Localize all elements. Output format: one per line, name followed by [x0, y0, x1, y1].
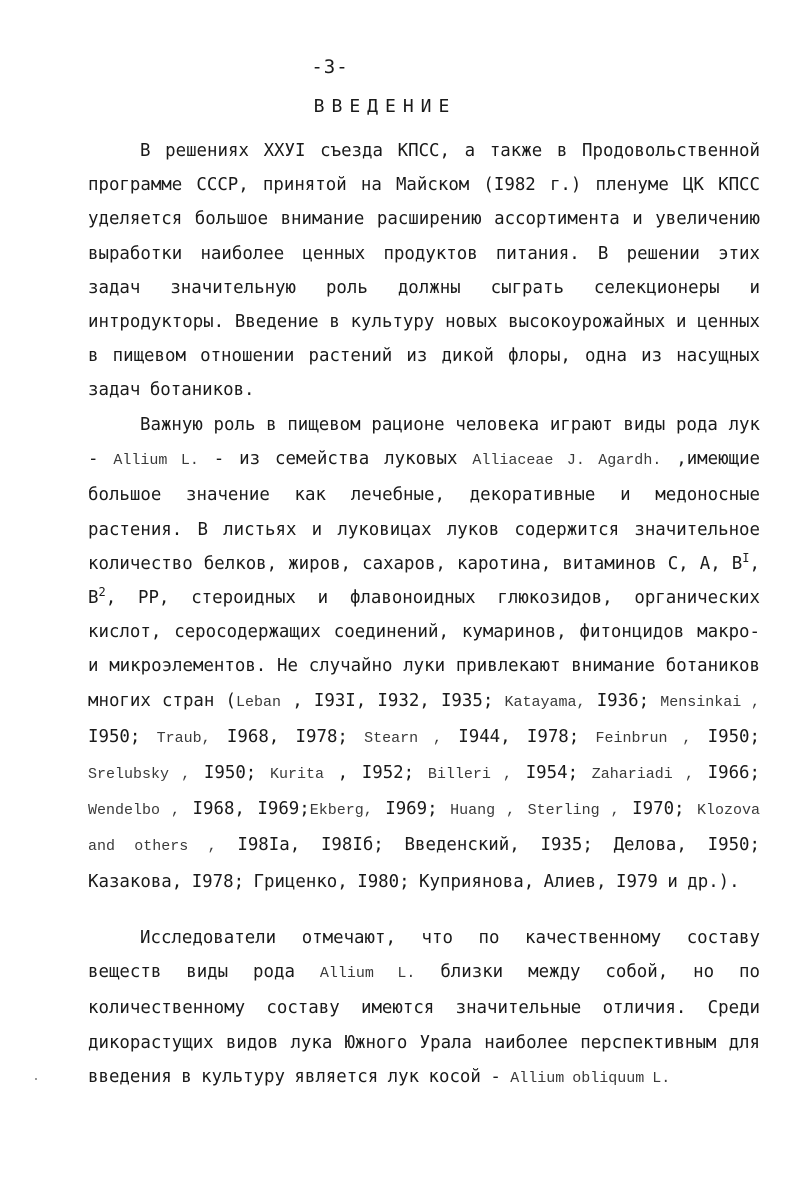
citation-author: Ekberg, — [309, 802, 373, 820]
citation-years: I968, I969; — [180, 799, 310, 820]
latin-term-alliaceae: Alliaceae J. Agardh. — [472, 452, 662, 470]
citation-author: Katayama, — [504, 693, 586, 711]
citation-author: Sterling , — [527, 802, 620, 820]
citation-author: Traub, — [156, 729, 211, 747]
citation-author: Zahariadi , — [591, 766, 694, 784]
citation-author: Kurita — [269, 766, 324, 784]
citation-years: I950; — [691, 726, 760, 747]
citation-years: I966; — [693, 763, 760, 784]
citation-years: I936; — [585, 690, 661, 711]
citation-author: Leban — [236, 693, 282, 711]
latin-term-allium-obliquum: Allium obliquum L. — [510, 1069, 671, 1087]
citation-years: I954; — [512, 763, 592, 784]
page-number: -3- — [311, 56, 349, 78]
superscript: I — [742, 551, 750, 566]
citation-years: I950; — [88, 726, 157, 747]
text-run: близки между собой, но по количественному составу имеются значительные отличия. Среди дикорастущих видов лука Южного Урала наиболее перспективным для введения в культуру является лук косой - — [88, 962, 760, 1087]
text-run: , РР, стероидных и флавоноидных глюкозидов, органических кислот, серосодержащих соединений, кумаринов, фитонцидов макро- и микроэлементов. Не случайно луки привлекают внимание ботаников многих стран ( — [88, 588, 760, 711]
latin-term-allium: Allium L. — [319, 965, 416, 983]
section-heading: ВВЕДЕНИЕ — [313, 96, 457, 117]
citation-author: Huang , — [450, 802, 516, 820]
text-run: Важную роль в пищевом рационе человека играют виды рода лук - — [88, 415, 760, 470]
scan-speck — [35, 1078, 37, 1080]
citation-author: Stearn , — [364, 729, 442, 747]
text-run: ,имеющие большое значение как лечебные, декоративные и медоносные растения. В листьях и луковицах луков содержится значительное количество белков, жиров, сахаров, каротина, витаминов С, А, В — [88, 449, 761, 574]
citation-years: , I952; — [323, 763, 428, 784]
text-run: - из семейства луковых — [198, 449, 473, 470]
paragraph-3 — [88, 921, 760, 1096]
latin-term-allium: Allium L. — [113, 452, 199, 470]
citation-author: Feinbrun , — [595, 729, 692, 747]
citation-years: I944, I978; — [442, 726, 596, 747]
citation-years: , I93I, I932, I935; — [281, 690, 505, 711]
citation-years: I969; — [372, 799, 451, 820]
citation-author: Srelubsky , — [88, 766, 191, 784]
citation-years: I950; — [190, 763, 270, 784]
citation-years: I98Iа, I98Iб; Введенский, I935; Делова, I950; Казакова, I978; Гриценко, I980; Куприянова, Алиев, I979 и др.). — [88, 835, 760, 892]
citation-years: I968, I978; — [210, 726, 365, 747]
citation-author: Mensinkai , — [660, 693, 760, 711]
paragraph-1: В решениях XXУI съезда КПСС, а также в Продовольственной программе СССР, принятой на Майском (I982 г.) пленуме ЦК КПСС уделяется большое внимание расширению ассортимента и увеличению выработки наиболее ценных продуктов питания. В решении этих задач значительную роль должны сыграть селекционеры и интродукторы. Введение в культуру новых высокоурожайных и ценных в пищевом отношении растений из дикой флоры, одна из насущных задач ботаников. — [88, 141, 760, 401]
citation-years — [515, 799, 528, 819]
text-run: Исследователи отмечают, что по качественному составу веществ виды рода — [88, 928, 760, 983]
citation-years: I970; — [619, 799, 698, 820]
text-run: , В — [88, 553, 760, 609]
citation-author: Billeri , — [427, 766, 513, 784]
citation-author: Klozova and others , — [88, 802, 761, 856]
superscript: 2 — [98, 585, 106, 600]
citation-author: Wendelbo , — [88, 802, 181, 820]
paragraph-2 — [88, 408, 760, 899]
